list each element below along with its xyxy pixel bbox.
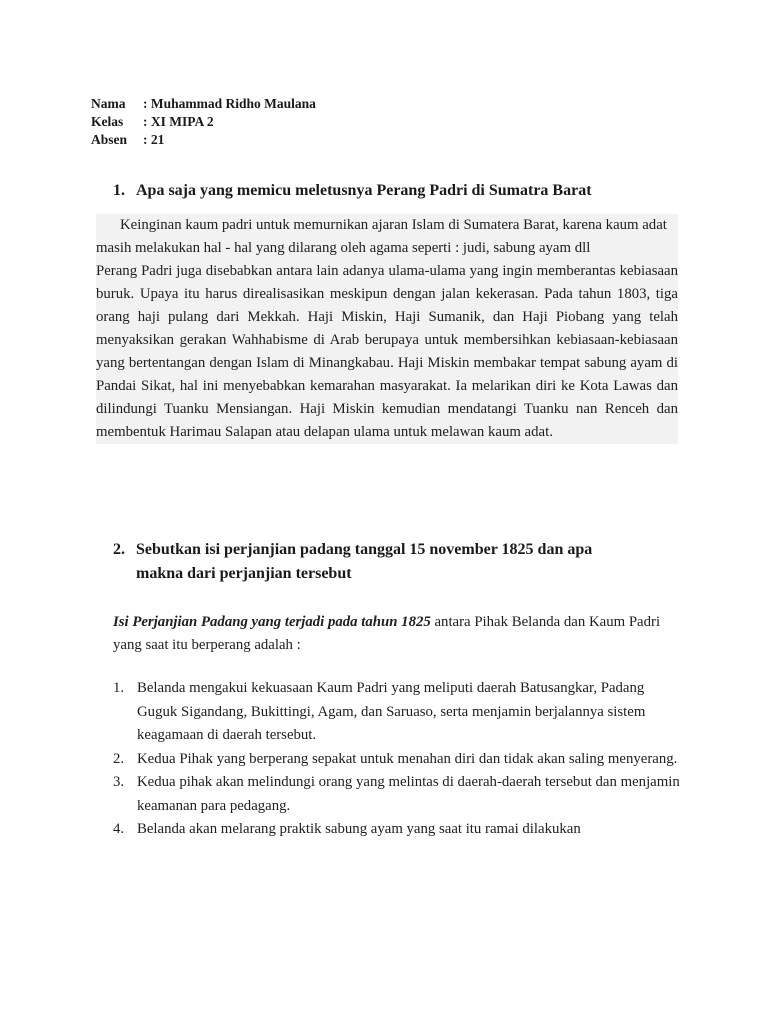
name-row — [91, 95, 316, 113]
answer-2-intro — [113, 611, 673, 657]
question-1-number: 1. — [113, 182, 125, 199]
list-item-number: 1. — [113, 680, 125, 696]
question-2-line-1: Sebutkan isi perjanjian padang tanggal 15 november 1825 dan apa — [136, 541, 593, 558]
question-2-text — [136, 538, 592, 586]
class-row — [91, 113, 316, 131]
question-2-number: 2. — [113, 541, 125, 558]
list-item-number: 4. — [113, 821, 125, 837]
attendance-label: Absen — [91, 132, 128, 147]
question-2-line-2: makna dari perjanjian tersebut — [136, 565, 352, 582]
answer-1-paragraph-2: Perang Padri juga disebabkan antara lain adanya ulama-ulama yang ingin memberantas kebiasaan buruk. Upaya itu harus direalisasikan meskipun dengan jalan kekerasan. Pada tahun 1803, tiga orang haji pulang dari Mekkah. Haji Miskin, Haji Sumanik, dan Haji Piobang yang telah menyaksikan gerakan Wahhabisme di Arab berupaya untuk membersihkan kebiasaan-kebiasaan yang bertentangan dengan Islam di Minangkabau. Haji Miskin membakar tempat sabung ayam di Pandai Sikat, hal ini menyebabkan kemarahan masyarakat. Ia melarikan diri ke Kota Lawas dan dilindungi Tuanku Mensiangan. Haji Miskin kemudian mendatangi Tuanku nan Renceh dan membentuk Harimau Salapan atau delapan ulama untuk melawan kaum adat. — [96, 260, 678, 444]
list-item-text: Belanda akan melarang praktik sabung ayam yang saat itu ramai dilakukan — [137, 821, 581, 837]
attendance-value: : 21 — [143, 132, 165, 147]
answer-1-paragraph-1: Keinginan kaum padri untuk memurnikan ajaran Islam di Sumatera Barat, karena kaum adat masih melakukan hal - hal yang dilarang oleh agama seperti : judi, sabung ayam dll — [96, 214, 678, 260]
list-item-number: 3. — [113, 774, 125, 790]
list-item — [113, 818, 683, 842]
list-item — [113, 748, 683, 772]
student-info — [91, 95, 316, 149]
list-item-number: 2. — [113, 750, 125, 767]
name-label: Nama — [91, 96, 126, 111]
agreement-list — [113, 677, 683, 842]
list-item-text: Kedua Pihak yang berperang sepakat untuk menahan diri dan tidak akan saling menyerang. — [137, 750, 678, 767]
list-item — [113, 677, 683, 748]
name-value: : Muhammad Ridho Maulana — [143, 96, 316, 111]
answer-1 — [96, 214, 678, 444]
answer-2-intro-emphasis: Isi Perjanjian Padang yang terjadi pada tahun 1825 — [113, 614, 431, 630]
question-1-text: Apa saja yang memicu meletusnya Perang Padri di Sumatra Barat — [136, 182, 592, 199]
answer-2-intro-rest: antara Pihak Belanda dan Kaum Padri yang saat itu berperang adalah : — [113, 614, 661, 653]
class-label: Kelas — [91, 114, 124, 129]
list-item-text: Belanda mengakui kekuasaan Kaum Padri yang meliputi daerah Batusangkar, Padang Guguk Sigandang, Bukittingi, Agam, dan Saruaso, serta menjamin berjalannya sistem keagamaan di daerah tersebut. — [137, 680, 646, 743]
class-value: : XI MIPA 2 — [143, 114, 214, 129]
list-item-text: Kedua pihak akan melindungi orang yang melintas di daerah-daerah tersebut dan menjamin keamanan para pedagang. — [137, 774, 680, 814]
list-item — [113, 771, 683, 818]
attendance-row — [91, 131, 316, 149]
